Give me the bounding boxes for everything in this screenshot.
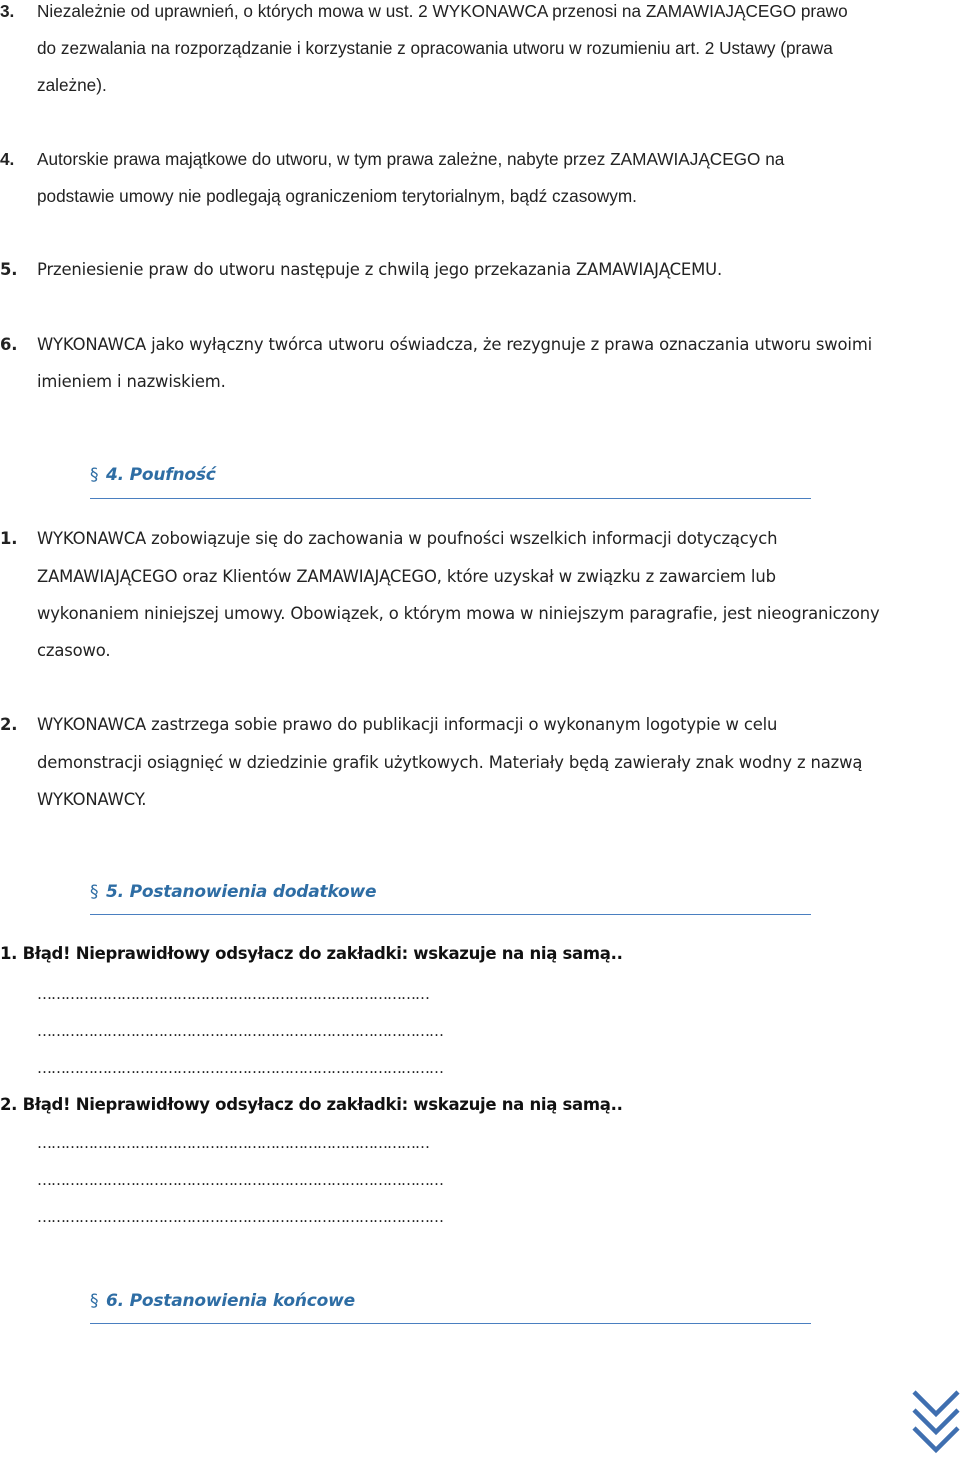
item-6-text-2: imieniem i nazwiskiem. [37,372,226,391]
poufnosc-item-1-number: 1. [0,529,18,548]
section-6-title: 6. Postanowienia końcowe [106,1291,355,1311]
item-4-text-2: podstawie umowy nie podlegają ograniczeniom terytorialnym, bądź czasowym. [37,186,637,206]
poufnosc-item-1-text-2: ZAMAWIAJĄCEGO oraz Klientów ZAMAWIAJĄCEGO, które uzyskał w związku z zawarciem lub [37,567,776,586]
item-5-text-1: Przeniesienie praw do utworu następuje z chwilą jego przekazania ZAMAWIAJĄCEMU. [37,260,723,279]
poufnosc-item-1-text-3: wykonaniem niniejszej umowy. Obowiązek, o którym mowa w niniejszym paragrafie, jest nieograniczony [37,604,880,623]
poufnosc-item-1-text-4: czasowo. [37,641,111,660]
item-3-number: 3. [0,1,15,21]
section-6-paragraph-sign: § [90,1291,99,1311]
section-6-heading [90,1291,355,1311]
item-6-text-1: WYKONAWCA jako wyłączny twórca utworu oświadcza, że rezygnuje z prawa oznaczania utworu swoimi [37,335,873,354]
dodatkowe-item-2-dots-3: …………………………………………………………………………… [37,1208,443,1226]
dodatkowe-item-2-dots-2: …………………………………………………………………………… [37,1171,443,1189]
section-5-title: 5. Postanowienia dodatkowe [106,882,377,902]
poufnosc-item-1-text-1: WYKONAWCA zobowiązuje się do zachowania w poufności wszelkich informacji dotyczących [37,529,778,548]
item-3-text-2: do zezwalania na rozporządzanie i korzystanie z opracowania utworu w rozumieniu art. 2 Ustawy (prawa [37,38,833,58]
section-5-paragraph-sign: § [90,882,99,902]
dodatkowe-item-1-dots-3: …………………………………………………………………………… [37,1059,443,1077]
item-5-number: 5. [0,260,18,279]
poufnosc-item-2-number: 2. [0,715,18,734]
poufnosc-item-2-text-1: WYKONAWCA zastrzega sobie prawo do publikacji informacji o wykonanym logotypie w celu [37,715,778,734]
item-6-number: 6. [0,335,18,354]
section-4-paragraph-sign: § [90,465,99,485]
section-4-title: 4. Poufność [106,465,216,485]
dodatkowe-item-1-dots-2: …………………………………………………………………………… [37,1022,443,1040]
section-4-rule [90,498,811,499]
item-4-text-1: Autorskie prawa majątkowe do utworu, w tym prawa zależne, nabyte przez ZAMAWIAJĄCEGO na [37,149,785,169]
dodatkowe-item-1-error: 1. Błąd! Nieprawidłowy odsyłacz do zakładki: wskazuje na nią samą.. [0,944,623,963]
poufnosc-item-2-text-3: WYKONAWCY. [37,790,147,809]
section-5-rule [90,914,811,915]
dodatkowe-item-2-dots-1: ………………………………………………………………………… [37,1134,429,1152]
section-6-rule [90,1323,811,1324]
poufnosc-item-2-text-2: demonstracji osiągnięć w dziedzinie grafik użytkowych. Materiały będą zawierały znak wodny z nazwą [37,753,863,772]
item-4-number: 4. [0,149,15,169]
triple-chevron-down-logo-icon [912,1388,960,1461]
item-3-text-3: zależne). [37,75,107,95]
item-3-text-1: Niezależnie od uprawnień, o których mowa w ust. 2 WYKONAWCA przenosi na ZAMAWIAJĄCEGO prawo [37,1,848,21]
dodatkowe-item-2-error: 2. Błąd! Nieprawidłowy odsyłacz do zakładki: wskazuje na nią samą.. [0,1095,623,1114]
section-5-heading [90,882,376,902]
dodatkowe-item-1-dots-1: ………………………………………………………………………… [37,985,429,1003]
section-4-heading [90,465,216,485]
